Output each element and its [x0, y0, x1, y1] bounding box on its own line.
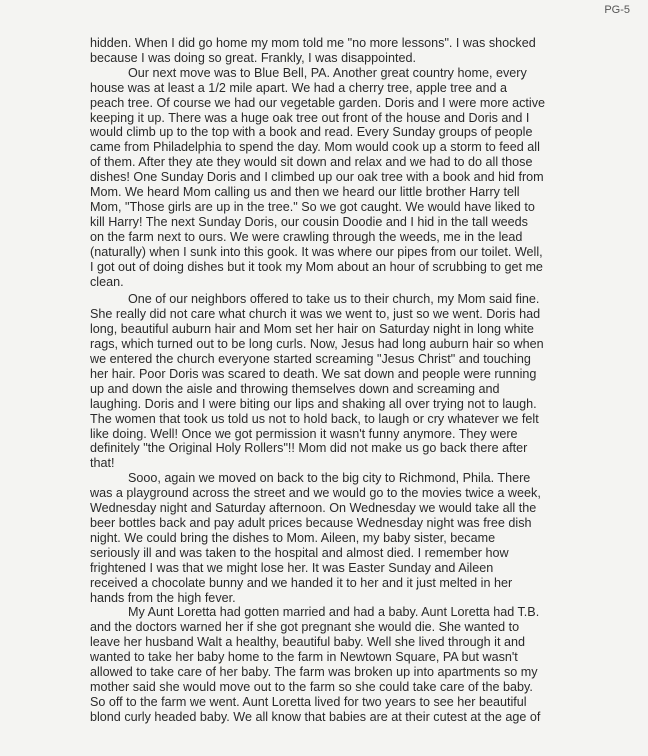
paragraph-start-line: Sooo, again we moved on back to the big city to Richmond, Phila. There	[128, 471, 531, 486]
text-line: wanted to take her baby home to the farm in Newtown Square, PA but wasn't	[90, 650, 518, 665]
text-line: house was at least a 1/2 mile apart. We had a cherry tree, apple tree and a	[90, 80, 508, 95]
text-line: The women that took us told us not to hold back, to laugh or cry whatever we felt	[90, 411, 539, 426]
text-line: hands from the high fever.	[90, 590, 236, 605]
text-line: mother said she would move out to the farm so she could take care of the baby.	[90, 679, 533, 694]
text-line: received a chocolate bunny and we handed it to her and it just melted in her	[90, 575, 513, 590]
text-line: allowed to take care of her baby. The farm was broken up into apartments so my	[90, 665, 538, 680]
text-line: leave her husband Walt a healthy, beautiful baby. Well she lived through it and	[90, 635, 525, 650]
text-line: up and down the aisle and throwing themselves down and screaming and	[90, 381, 500, 396]
text-line: that!	[90, 456, 115, 471]
text-line: So off to the farm we went. Aunt Loretta lived for two years to see her beautiful	[90, 694, 527, 709]
text-line: on the farm next to ours. We were crawling through the weeds, me in the lead	[90, 229, 523, 244]
text-line: Mom, "Those girls are up in the tree." So we got caught. We would have liked to	[90, 199, 535, 214]
paragraph-start-line: One of our neighbors offered to take us to their church, my Mom said fine.	[128, 292, 540, 307]
text-line: rags, which turned out to be long curls. Now, Jesus had long auburn hair so when	[90, 337, 544, 352]
text-line: because I was doing so great. Frankly, I was disappointed.	[90, 50, 416, 65]
text-line: long, beautiful auburn hair and Mom set her hair on Saturday night in long white	[90, 322, 534, 337]
text-line: her hair. Poor Doris was scared to death. We sat down and people were running	[90, 366, 537, 381]
body-text	[90, 36, 624, 725]
text-line: hidden. When I did go home my mom told me "no more lessons". I was shocked	[90, 36, 536, 50]
page-number: PG-5	[604, 4, 630, 16]
text-line: and the doctors warned her if she got pregnant she would die. She wanted to	[90, 620, 520, 635]
text-line: Wednesday night and Saturday afternoon. On Wednesday we would take all the	[90, 501, 537, 516]
text-line: peach tree. Of course we had our vegetable garden. Doris and I were more active	[90, 95, 546, 110]
text-line: would climb up to the top with a book and read. Every Sunday groups of people	[90, 125, 533, 140]
text-line: was a playground across the street and we would go to the movies twice a week,	[90, 486, 541, 501]
text-line: came from Philadelphia to spend the day. Mom would cook up a storm to feed all	[90, 140, 540, 155]
text-line: beer bottles back and pay adult prices because Wednesday night was free dish	[90, 516, 532, 530]
text-line: kill Harry! The next Sunday Doris, our cousin Doodie and I hid in the tall weeds	[90, 214, 528, 229]
text-line: night. We could bring the dishes to Mom. Aileen, my baby sister, became	[90, 530, 496, 545]
text-line: blond curly headed baby. We all know that babies are at their cutest at the age of	[90, 709, 541, 724]
text-line: I got out of doing dishes but it took my Mom about an hour of scrubbing to get me	[90, 259, 543, 274]
paragraph-start-line: My Aunt Loretta had gotten married and had a baby. Aunt Loretta had T.B.	[128, 605, 540, 620]
text-line: seriously ill and was taken to the hospital and almost died. I remember how	[90, 545, 509, 560]
text-line: we entered the church everyone started screaming "Jesus Christ" and touching	[90, 352, 531, 367]
text-line: (naturally) when I sunk into this gook. It was where our pipes from our toilet. Well,	[90, 244, 543, 259]
text-line: frightened I was that we might lose her. It was Easter Sunday and Aileen	[90, 560, 494, 575]
text-line: like doing. Well! Once we got permission it wasn't funny anymore. They were	[90, 426, 518, 441]
text-line: definitely "the Original Holy Rollers"!! Mom did not make us go back there after	[90, 441, 528, 456]
text-line: laughing. Doris and I were biting our lips and shaking all over trying not to laugh.	[90, 396, 537, 411]
text-line: clean.	[90, 274, 124, 289]
paragraph-start-line: Our next move was to Blue Bell, PA. Another great country home, every	[128, 65, 527, 80]
text-line: Mom. We heard Mom calling us and then we heard our little brother Harry tell	[90, 185, 520, 200]
text-line: of them. After they ate they would sit down and relax and we had to do all those	[90, 155, 533, 170]
text-line: dishes! One Sunday Doris and I climbed up our oak tree with a book and hid from	[90, 170, 544, 185]
text-line: She really did not care what church it was we went to, just so we went. Doris had	[90, 307, 541, 322]
text-line: keeping it up. There was a huge oak tree out front of the house and Doris and I	[90, 110, 530, 125]
